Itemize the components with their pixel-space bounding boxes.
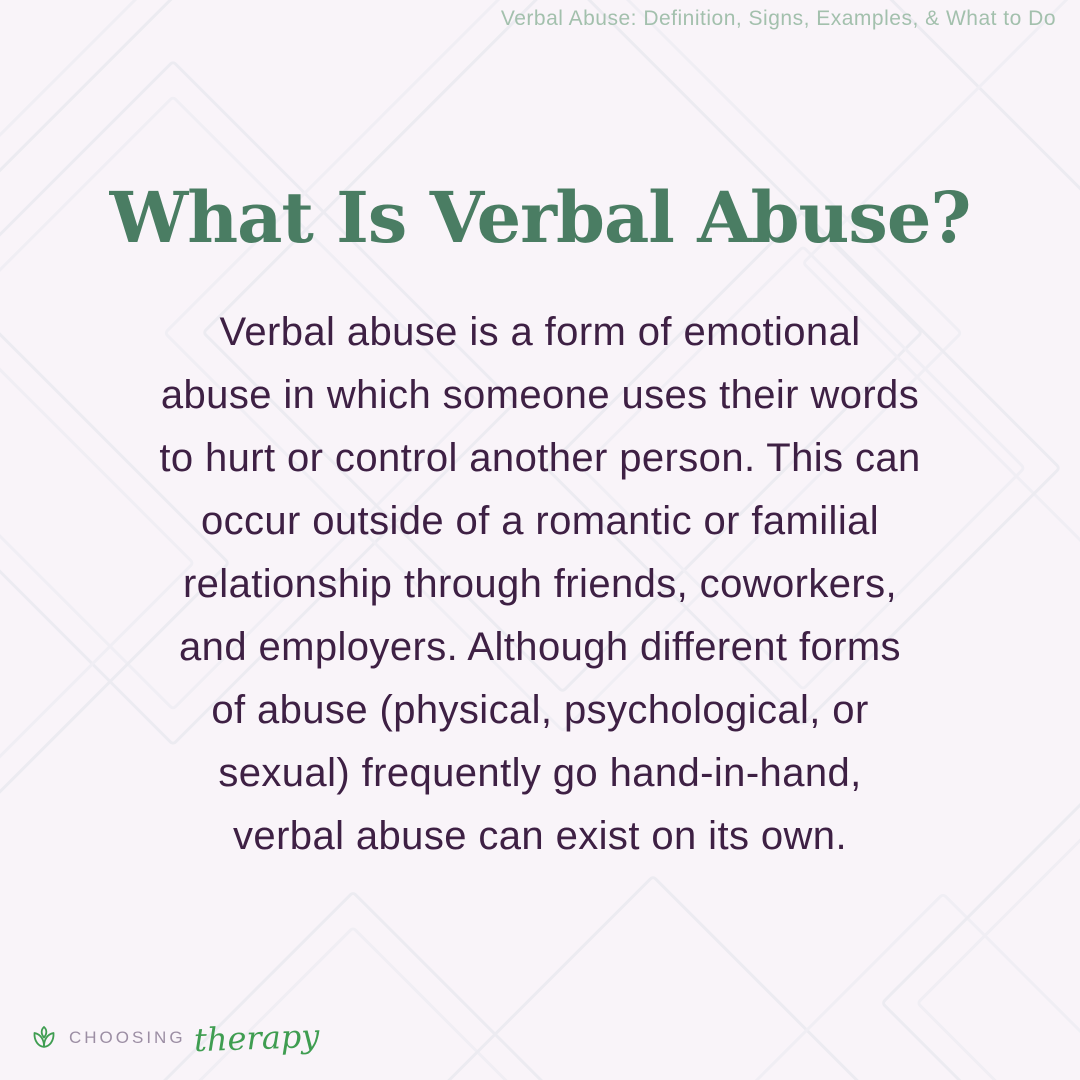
body-line: occur outside of a romantic or familial <box>200 499 880 543</box>
body-paragraph <box>0 301 1080 868</box>
logo-text-therapy: therapy <box>192 1016 320 1060</box>
lotus-flower-icon <box>28 1022 60 1054</box>
logo-text-choosing: CHOOSING <box>69 1028 186 1047</box>
body-line: Verbal abuse is a form of emotional <box>219 310 861 354</box>
body-line: verbal abuse can exist on its own. <box>233 814 847 858</box>
header-title: Verbal Abuse: Definition, Signs, Examples, & What to Do <box>500 7 1056 30</box>
body-line: of abuse (physical, psychological, or <box>211 688 869 732</box>
body-line: to hurt or control another person. This can <box>159 436 921 480</box>
page-title: What Is Verbal Abuse? <box>109 176 971 259</box>
body-line: sexual) frequently go hand-in-hand, <box>218 751 862 795</box>
body-line: relationship through friends, coworkers, <box>182 562 898 606</box>
body-line: and employers. Although different forms <box>179 625 901 669</box>
brand-logo <box>28 1016 320 1060</box>
body-line: abuse in which someone uses their words <box>160 373 920 417</box>
